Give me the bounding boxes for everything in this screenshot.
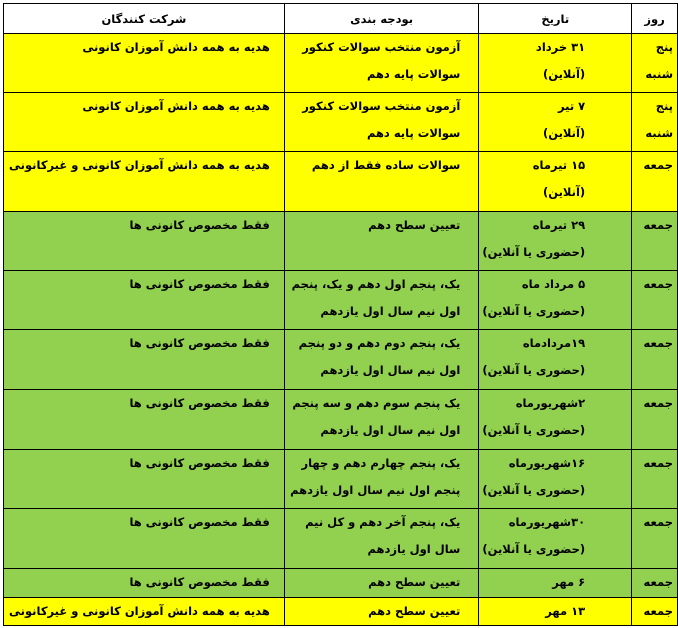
cell-date-line: ۱۵ تیرماه (532, 158, 586, 172)
cell-budget (284, 34, 479, 93)
cell-budget-line: پنجم اول نیم سال اول یازدهم (290, 483, 461, 497)
cell-participants-line: هدیه به همه دانش آموزان کانونی و غیرکانونی (9, 158, 270, 172)
table-row (4, 93, 678, 152)
cell-date-line: (حضوری یا آنلاین) (482, 304, 586, 318)
cell-budget-line: یک، پنجم دوم دهم و دو پنجم (298, 336, 461, 350)
cell-day-line: جمعه (643, 515, 673, 529)
cell-day-line: جمعه (643, 456, 673, 470)
cell-participants-line: هدیه به همه دانش آموزان کانونی و غیرکانونی (9, 604, 270, 618)
cell-day-line: جمعه (643, 604, 673, 618)
cell-budget-line: تعیین سطح دهم (368, 575, 461, 589)
table-row (4, 330, 678, 390)
header-participants: شرکت کنندگان (4, 4, 285, 34)
table-row (4, 390, 678, 450)
cell-date-line: ۲شهریورماه (515, 396, 586, 410)
cell-budget-line: سوالات پایه دهم (366, 67, 461, 81)
cell-day (632, 271, 678, 330)
table-row (4, 569, 678, 598)
cell-participants (4, 93, 285, 152)
cell-budget (284, 330, 479, 390)
cell-date-line: ۳۱ خرداد (535, 40, 586, 54)
header-budget: بودجه بندی (284, 4, 479, 34)
cell-budget (284, 152, 479, 212)
table-row (4, 34, 678, 93)
cell-day-line: شنبه (645, 67, 673, 81)
cell-participants-line: فقط مخصوص کانونی ها (129, 218, 270, 232)
cell-budget (284, 271, 479, 330)
cell-date-line: (حضوری یا آنلاین) (482, 363, 586, 377)
cell-date (479, 34, 632, 93)
cell-day (632, 34, 678, 93)
cell-budget-line: یک، پنجم آخر دهم و کل نیم (305, 515, 461, 529)
cell-participants-line: فقط مخصوص کانونی ها (129, 396, 270, 410)
table-row (4, 212, 678, 271)
cell-participants (4, 271, 285, 330)
cell-day (632, 330, 678, 390)
cell-budget-line: آزمون منتخب سوالات کنکور (302, 99, 461, 113)
cell-date-line: ۳۰شهریورماه (508, 515, 586, 529)
cell-participants-line: فقط مخصوص کانونی ها (129, 575, 270, 589)
cell-day (632, 569, 678, 598)
cell-participants-line: هدیه به همه دانش آموزان کانونی (82, 40, 270, 54)
cell-budget (284, 93, 479, 152)
cell-date (479, 271, 632, 330)
cell-date (479, 450, 632, 509)
table-row (4, 271, 678, 330)
cell-participants (4, 390, 285, 450)
cell-budget-line: سوالات پایه دهم (366, 126, 461, 140)
header-date: تاریخ (479, 4, 632, 34)
cell-budget-line: سوالات ساده فقط از دهم (311, 158, 461, 172)
cell-budget-line: تعیین سطح دهم (368, 218, 461, 232)
cell-day-line: جمعه (643, 218, 673, 232)
cell-participants (4, 330, 285, 390)
cell-date (479, 569, 632, 598)
cell-participants (4, 569, 285, 598)
cell-budget-line: اول نیم سال اول یازدهم (320, 423, 461, 437)
header-row (4, 4, 678, 34)
cell-budget (284, 509, 479, 569)
cell-participants (4, 212, 285, 271)
cell-date-line: (حضوری یا آنلاین) (482, 483, 586, 497)
cell-participants-line: فقط مخصوص کانونی ها (129, 456, 270, 470)
cell-date-line: ۱۹مردادماه (522, 336, 586, 350)
cell-participants-line: فقط مخصوص کانونی ها (129, 277, 270, 291)
exam-schedule-table (3, 3, 678, 626)
cell-day (632, 390, 678, 450)
cell-budget-line: یک، پنجم چهارم دهم و چهار (301, 456, 461, 470)
header-day: روز (632, 4, 678, 34)
cell-day-line: پنج (655, 40, 673, 54)
cell-participants (4, 152, 285, 212)
cell-budget-line: آزمون منتخب سوالات کنکور (302, 40, 461, 54)
cell-day-line: جمعه (643, 575, 673, 589)
cell-day-line: جمعه (643, 336, 673, 350)
cell-budget-line: تعیین سطح دهم (368, 604, 461, 618)
cell-date-line: ۵ مرداد ماه (521, 277, 586, 291)
cell-budget-line: یک، پنجم اول دهم و یک، پنجم (291, 277, 461, 291)
cell-date (479, 598, 632, 626)
table-row (4, 598, 678, 626)
cell-date-line: (حضوری یا آنلاین) (482, 423, 586, 437)
cell-day-line: جمعه (643, 158, 673, 172)
cell-budget-line: یک پنجم سوم دهم و سه پنجم (292, 396, 461, 410)
cell-date (479, 152, 632, 212)
cell-budget-line: اول نیم سال اول یازدهم (320, 304, 461, 318)
cell-date-line: ۶ مهر (552, 575, 586, 589)
cell-day (632, 212, 678, 271)
cell-participants (4, 34, 285, 93)
cell-date-line: (حضوری یا آنلاین) (482, 542, 586, 556)
cell-day (632, 93, 678, 152)
cell-date-line: ۱۶شهریورماه (508, 456, 586, 470)
cell-day-line: شنبه (645, 126, 673, 140)
cell-budget (284, 450, 479, 509)
cell-day (632, 450, 678, 509)
cell-day (632, 152, 678, 212)
cell-date-line: ۱۳ مهر (545, 604, 586, 618)
cell-date-line: ۲۹ تیرماه (532, 218, 586, 232)
cell-budget (284, 390, 479, 450)
cell-participants-line: فقط مخصوص کانونی ها (129, 515, 270, 529)
cell-day (632, 598, 678, 626)
cell-date-line: ۷ تیر (557, 99, 586, 113)
cell-date (479, 212, 632, 271)
cell-participants-line: فقط مخصوص کانونی ها (129, 336, 270, 350)
cell-budget (284, 598, 479, 626)
cell-date (479, 330, 632, 390)
cell-day-line: جمعه (643, 277, 673, 291)
table-row (4, 450, 678, 509)
cell-date-line: (آنلاین) (543, 185, 586, 199)
cell-date-line: (حضوری یا آنلاین) (482, 245, 586, 259)
cell-budget (284, 212, 479, 271)
cell-participants (4, 598, 285, 626)
cell-budget-line: اول نیم سال اول یازدهم (320, 363, 461, 377)
cell-date (479, 93, 632, 152)
cell-budget (284, 569, 479, 598)
table-row (4, 152, 678, 212)
cell-participants (4, 509, 285, 569)
cell-day-line: پنج (655, 99, 673, 113)
cell-date (479, 509, 632, 569)
table-row (4, 509, 678, 569)
cell-date (479, 390, 632, 450)
cell-budget-line: سال اول یازدهم (367, 542, 461, 556)
cell-participants (4, 450, 285, 509)
cell-participants-line: هدیه به همه دانش آموزان کانونی (82, 99, 270, 113)
cell-day-line: جمعه (643, 396, 673, 410)
cell-date-line: (آنلاین) (543, 67, 586, 81)
cell-date-line: (آنلاین) (543, 126, 586, 140)
cell-day (632, 509, 678, 569)
